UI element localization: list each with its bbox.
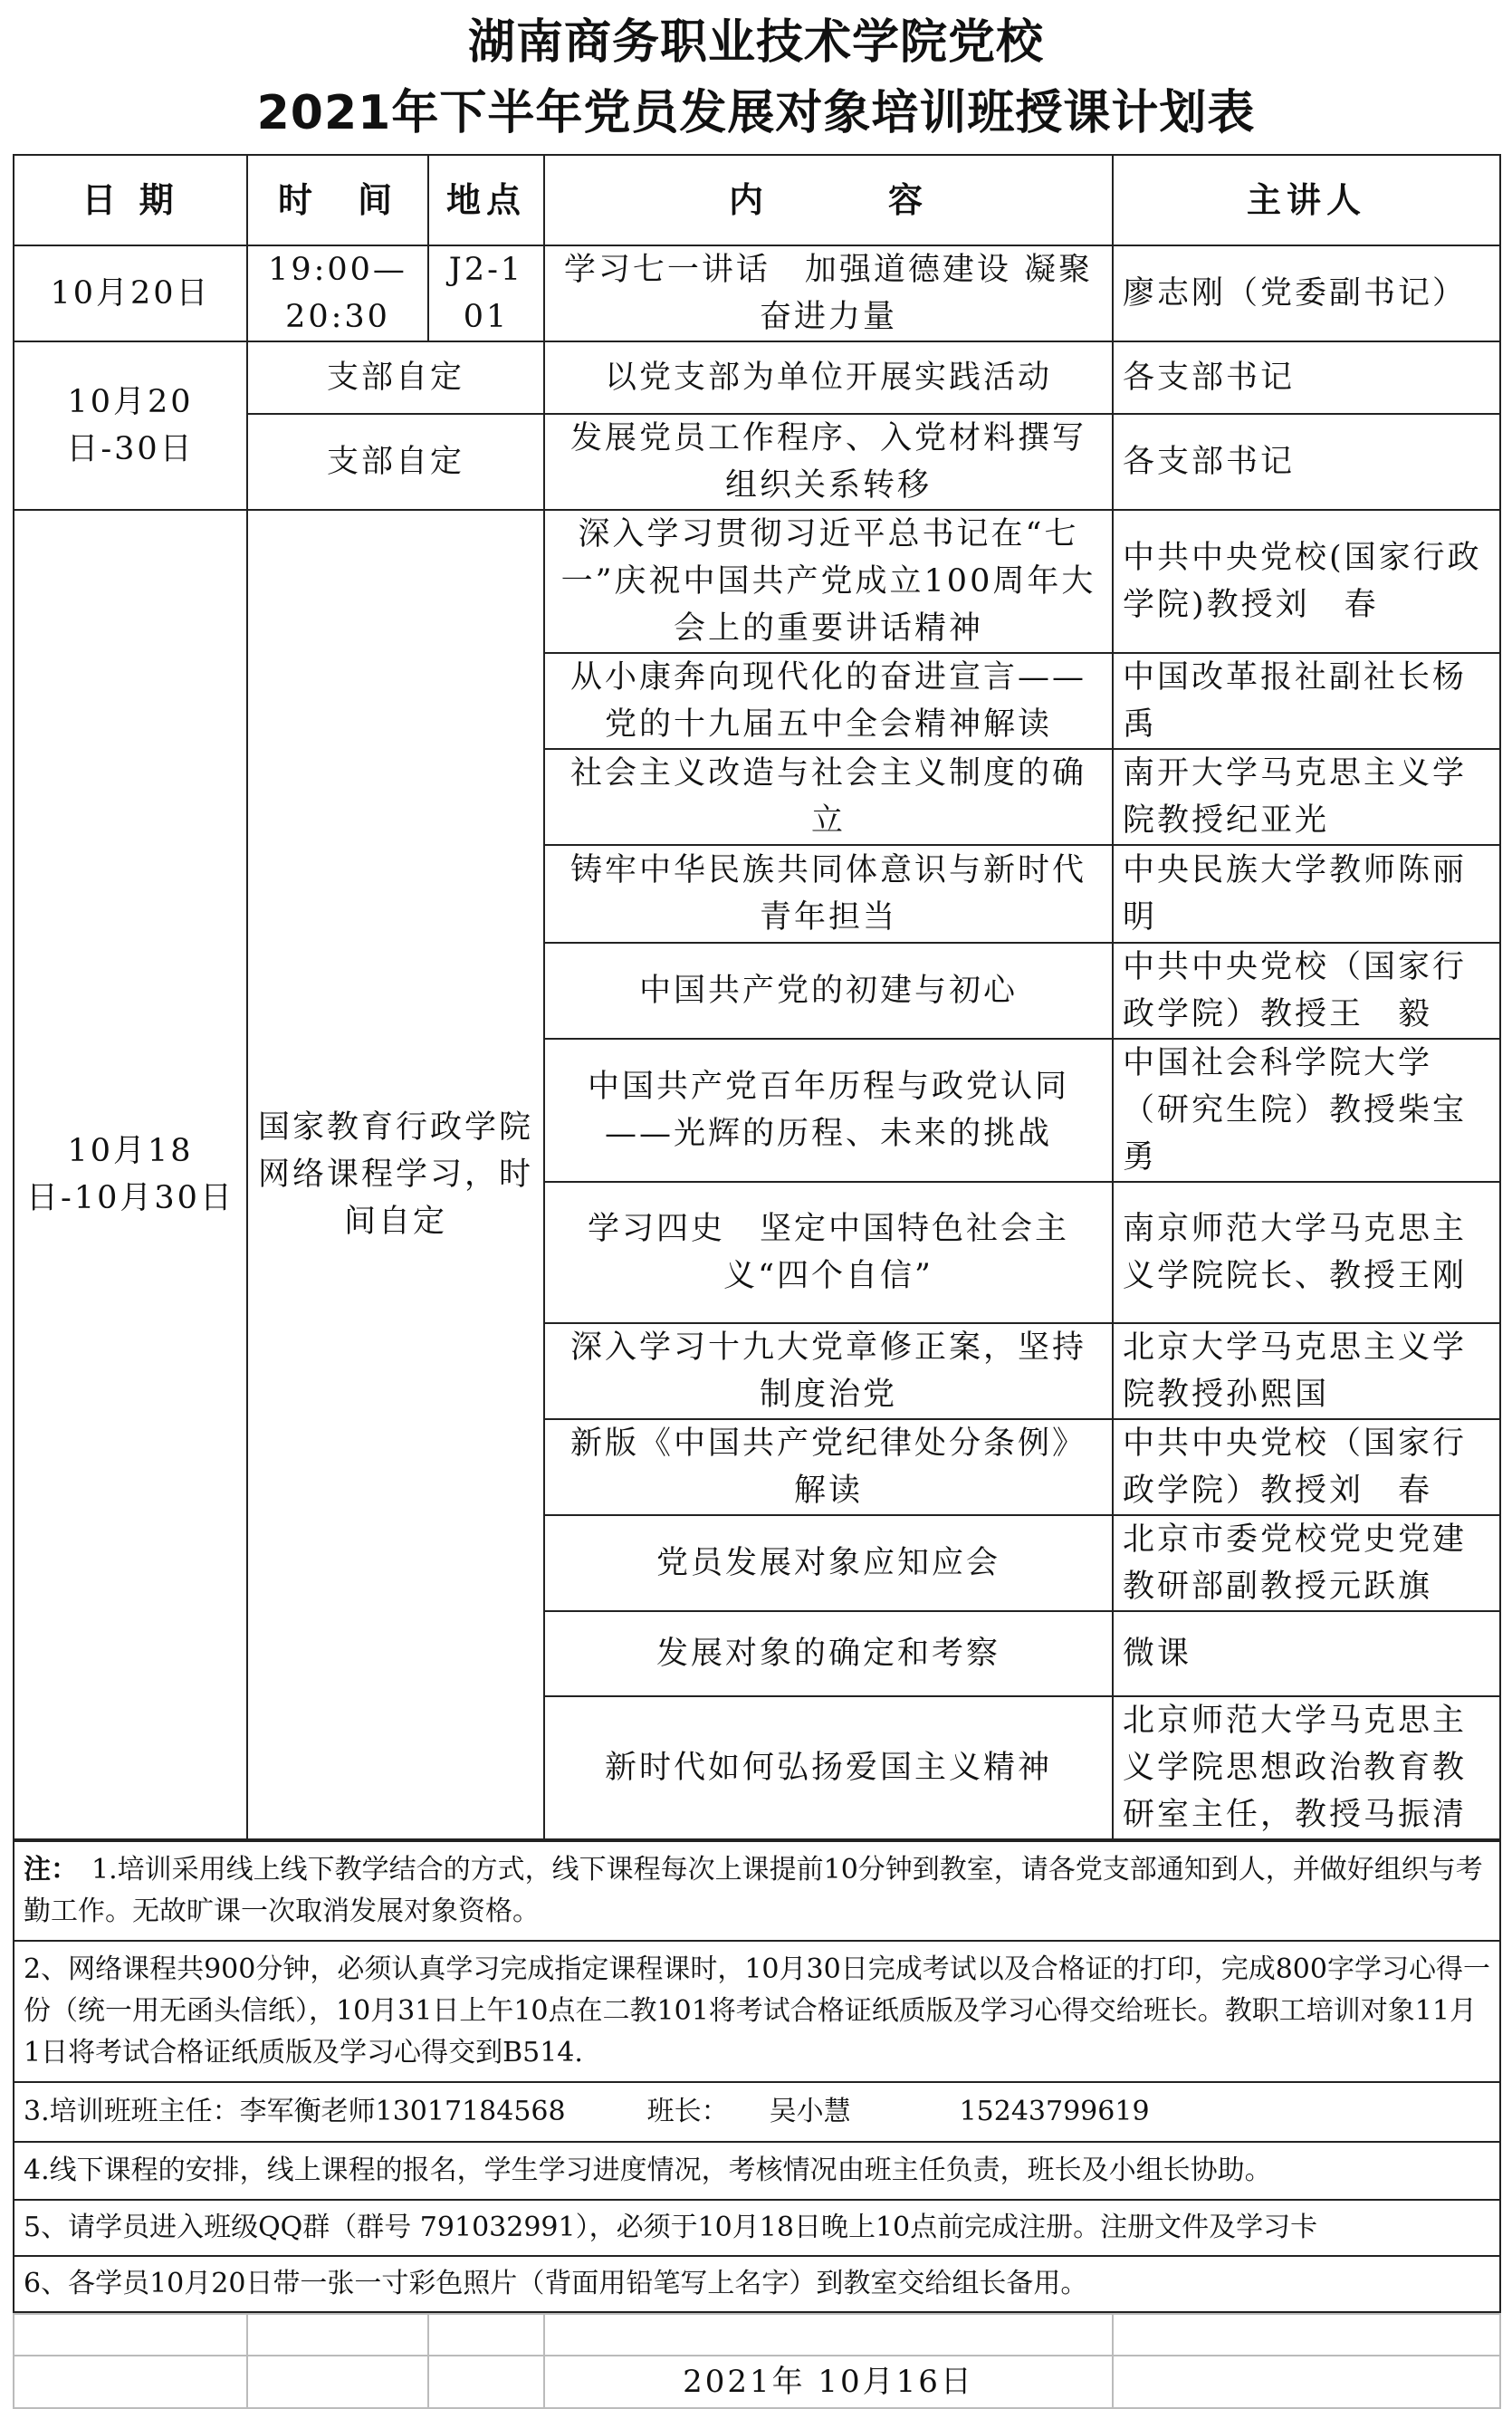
session3-content-3: 社会主义改造与社会主义制度的确立 xyxy=(544,749,1113,845)
header-lecturer: 主讲人 xyxy=(1113,155,1500,245)
session3-content-2: 从小康奔向现代化的奋进宣言——党的十九届五中全会精神解读 xyxy=(544,653,1113,749)
session1-place: J2-101 xyxy=(428,245,544,341)
session3-lecturer-10: 北京市委党校党史党建教研部副教授元跃旗 xyxy=(1113,1515,1500,1611)
session3-row-1 xyxy=(14,510,1500,653)
session3-lecturer-12: 北京师范大学马克思主义学院思想政治教育教研室主任，教授马振清 xyxy=(1113,1696,1500,1839)
blank-row xyxy=(14,2314,1500,2356)
note-3 xyxy=(14,2082,1500,2142)
note-4 xyxy=(14,2142,1500,2200)
session1-time: 19:00—20:30 xyxy=(247,245,428,341)
session1-row xyxy=(14,245,1500,341)
session2-content-1: 以党支部为单位开展实践活动 xyxy=(544,341,1113,414)
session3-content-7: 学习四史 坚定中国特色社会主义“四个自信” xyxy=(544,1182,1113,1323)
session3-lecturer-2: 中国改革报社副社长杨禹 xyxy=(1113,653,1500,749)
note-2 xyxy=(14,1941,1500,2082)
session3-content-6: 中国共产党百年历程与政党认同——光辉的历程、未来的挑战 xyxy=(544,1039,1113,1182)
session2-row-1 xyxy=(14,341,1500,414)
session3-date: 10月18日-10月30日 xyxy=(14,510,247,1839)
header-row xyxy=(14,155,1500,245)
note-6 xyxy=(14,2256,1500,2312)
session3-lecturer-7: 南京师范大学马克思主义学院院长、教授王刚 xyxy=(1113,1182,1500,1323)
session3-content-9: 新版《中国共产党纪律处分条例》解读 xyxy=(544,1419,1113,1515)
session2-lecturer-2: 各支部书记 xyxy=(1113,414,1500,510)
session2-lecturer-1: 各支部书记 xyxy=(1113,341,1500,414)
note-5-text: 5、请学员进入班级QQ群（群号 791032991），必须于10月18日晚上10点前完成注册。注册文件及学习卡 xyxy=(14,2200,1500,2256)
notes-label: 注： xyxy=(24,1854,64,1886)
footer-row xyxy=(14,2356,1500,2408)
session3-lecturer-9: 中共中央党校（国家行政学院）教授刘 春 xyxy=(1113,1419,1500,1515)
title-school: 湖南商务职业技术学院党校 xyxy=(467,15,1044,70)
schedule-sheet xyxy=(13,11,1499,2409)
session2-time-1: 支部自定 xyxy=(247,341,544,414)
note-5 xyxy=(14,2200,1500,2256)
session3-content-11: 发展对象的确定和考察 xyxy=(544,1611,1113,1696)
session2-date: 10月20日-30日 xyxy=(14,341,247,510)
notes-table xyxy=(13,1840,1501,2313)
header-time: 时 间 xyxy=(247,155,428,245)
header-content: 内 容 xyxy=(544,155,1113,245)
note-4-text: 4.线下课程的安排，线上课程的报名，学生学习进度情况，考核情况由班主任负责，班长及小组长协助。 xyxy=(14,2142,1500,2200)
title-plan: 2021年下半年党员发展对象培训班授课计划表 xyxy=(256,86,1256,140)
note-1-text: 1.培训采用线上线下教学结合的方式，线下课程每次上课提前10分钟到教室，请各党支部通知到人，并做好组织与考勤工作。无故旷课一次取消发展对象资格。 xyxy=(24,1854,1483,1927)
session2-content-2: 发展党员工作程序、入党材料撰写 组织关系转移 xyxy=(544,414,1113,510)
note-6-text: 6、各学员10月20日带一张一寸彩色照片（背面用铅笔写上名字）到教室交给组长备用。 xyxy=(14,2256,1500,2312)
session2-time-2: 支部自定 xyxy=(247,414,544,510)
session3-lecturer-3: 南开大学马克思主义学院教授纪亚光 xyxy=(1113,749,1500,845)
session3-content-8: 深入学习十九大党章修正案，坚持制度治党 xyxy=(544,1323,1113,1419)
session3-lecturer-6: 中国社会科学院大学（研究生院）教授柴宝勇 xyxy=(1113,1039,1500,1182)
session3-content-12: 新时代如何弘扬爱国主义精神 xyxy=(544,1696,1113,1839)
session3-content-5: 中国共产党的初建与初心 xyxy=(544,943,1113,1039)
header-place: 地点 xyxy=(428,155,544,245)
session3-lecturer-8: 北京大学马克思主义学院教授孙熙国 xyxy=(1113,1323,1500,1419)
note-3-text: 3.培训班班主任：李军衡老师13017184568 班长： 吴小慧 15243799619 xyxy=(14,2082,1500,2142)
session3-lecturer-4: 中央民族大学教师陈丽明 xyxy=(1113,845,1500,943)
session3-content-1: 深入学习贯彻习近平总书记在“七一”庆祝中国共产党成立100周年大会上的重要讲话精神 xyxy=(544,510,1113,653)
session3-lecturer-5: 中共中央党校（国家行政学院）教授王 毅 xyxy=(1113,943,1500,1039)
footer-date: 2021年 10月16日 xyxy=(544,2356,1113,2408)
session3-content-4: 铸牢中华民族共同体意识与新时代青年担当 xyxy=(544,845,1113,943)
note-1 xyxy=(14,1841,1500,1941)
session1-lecturer: 廖志刚（党委副书记） xyxy=(1113,245,1500,341)
session3-content-10: 党员发展对象应知应会 xyxy=(544,1515,1113,1611)
header-date: 日 期 xyxy=(14,155,247,245)
session3-lecturer-1: 中共中央党校(国家行政学院)教授刘 春 xyxy=(1113,510,1500,653)
note-2-text: 2、网络课程共900分钟，必须认真学习完成指定课程课时，10月30日完成考试以及合格证的打印，完成800字学习心得一份（统一用无函头信纸），10月31日上午10点在二教101将考试合格证纸质版及学习心得交给班长。教职工培训对象11月1日将考试合格证纸质版及学习心得交到B514. xyxy=(14,1941,1500,2082)
session3-lecturer-11: 微课 xyxy=(1113,1611,1500,1696)
session3-mode: 国家教育行政学院网络课程学习，时间自定 xyxy=(247,510,544,1839)
blank-grid xyxy=(13,2313,1501,2409)
schedule-table xyxy=(13,154,1501,1840)
session1-content: 学习七一讲话 加强道德建设 凝聚奋进力量 xyxy=(544,245,1113,341)
session1-date: 10月20日 xyxy=(14,245,247,341)
